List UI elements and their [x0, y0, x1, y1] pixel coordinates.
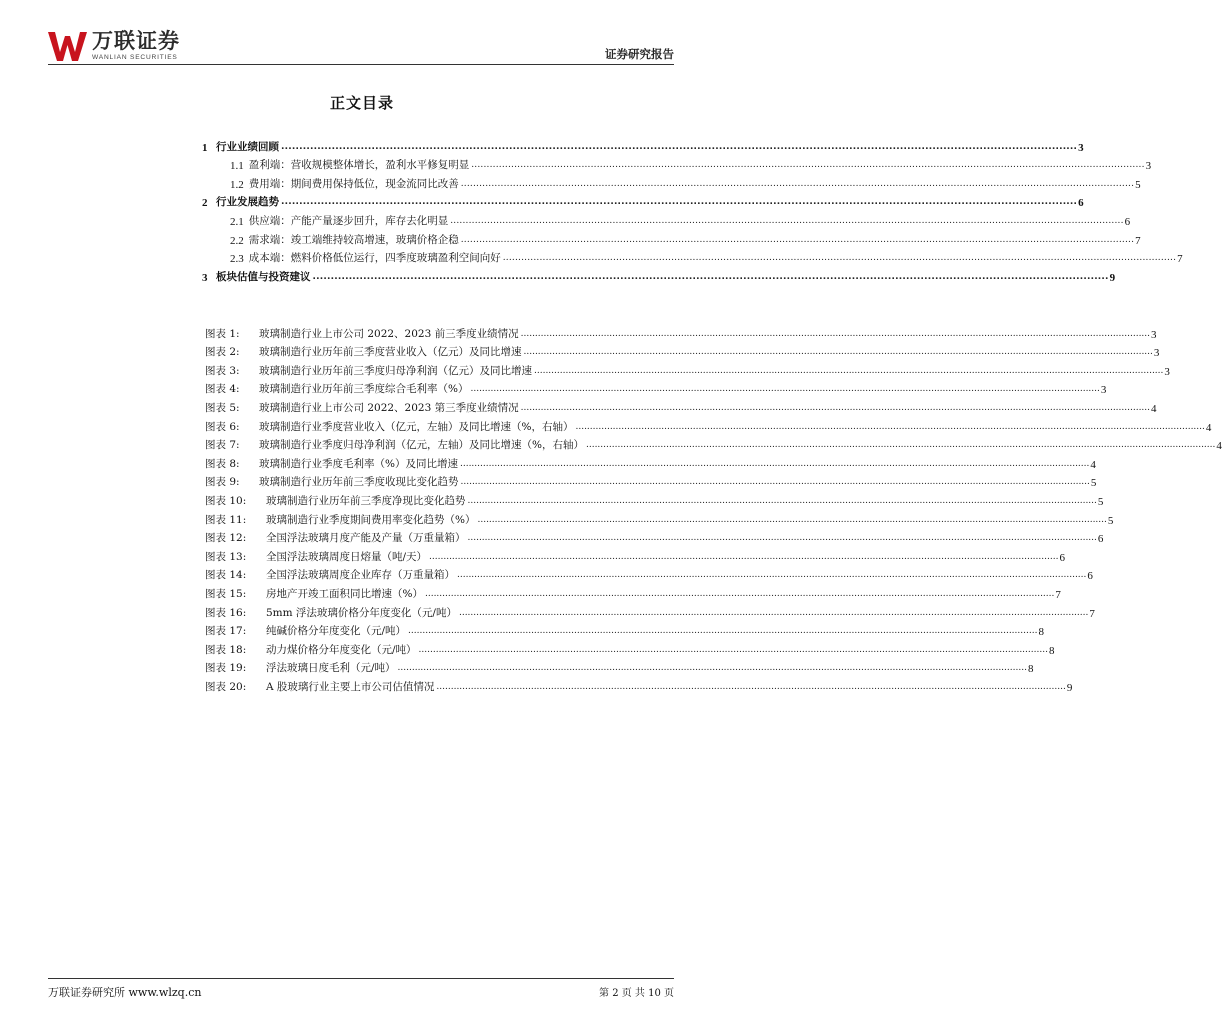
wanlian-logo-icon: [48, 30, 88, 62]
toc-leader-dots: ............................................................................................................................................................................................................................: [471, 160, 1145, 171]
toc-entry-number: 3: [202, 271, 208, 284]
figure-entry[interactable]: [205, 341, 1160, 360]
figure-entry-page: 3: [1153, 347, 1160, 360]
toc-entry[interactable]: [202, 135, 1084, 154]
figure-entry[interactable]: [205, 471, 1097, 490]
figure-entry-page: 4: [1216, 440, 1222, 453]
figure-entry[interactable]: [205, 675, 1073, 694]
figure-entry-page: 7: [1055, 588, 1061, 601]
page-title: 正文目录: [329, 94, 394, 112]
figure-entry-page: 6: [1059, 551, 1065, 564]
figure-entry[interactable]: [205, 582, 1061, 601]
report-type-label: 证券研究报告: [605, 47, 674, 61]
figure-entry-label: 图表 11:: [205, 513, 247, 526]
figure-entry[interactable]: [205, 638, 1055, 657]
figure-entry-label: 图表 2:: [205, 346, 240, 359]
figure-leader-dots: ............................................................................................................................................................................................................................: [467, 495, 1097, 506]
toc-leader-dots: ............................................................................................................................................................................................................................: [450, 215, 1124, 226]
toc-entry-page: 7: [1177, 253, 1183, 266]
toc-leader-dots: ............................................................................................................................................................................................................................: [281, 197, 1078, 208]
figure-entry-page: 3: [1100, 384, 1107, 397]
figure-leader-dots: ............................................................................................................................................................................................................................: [520, 402, 1151, 413]
figure-entry[interactable]: [205, 322, 1157, 341]
figure-entry-page: 5: [1097, 495, 1104, 508]
figure-entry[interactable]: [205, 378, 1107, 397]
figure-entry-title: 玻璃制造行业季度毛利率（%）及同比增速: [259, 457, 458, 470]
figure-entry-label: 图表 19:: [205, 662, 247, 675]
figure-entry-page: 8: [1027, 663, 1034, 676]
figure-entry-label: 图表 16:: [205, 606, 247, 619]
figure-list: [205, 322, 1222, 694]
figure-entry[interactable]: [205, 396, 1157, 415]
figure-entry-label: 图表 3:: [205, 364, 240, 377]
figure-entry-page: 6: [1097, 533, 1104, 546]
figure-entry-title: 全国浮法玻璃月度产能及产量（万重量箱）: [266, 532, 466, 545]
figure-entry-title: 动力煤价格分年度变化（元/吨）: [266, 643, 417, 656]
figure-entry[interactable]: [205, 452, 1096, 471]
figure-entry-page: 4: [1090, 458, 1096, 471]
toc-entry-number: 1.1: [230, 160, 244, 173]
toc-entry[interactable]: [202, 172, 1141, 191]
toc-leader-dots: ............................................................................................................................................................................................................................: [460, 234, 1135, 245]
figure-entry-page: 9: [1066, 681, 1073, 694]
figure-entry[interactable]: [205, 620, 1044, 639]
figure-entry-page: 6: [1087, 570, 1093, 583]
logo-chinese-name: 万联证券: [92, 29, 180, 53]
toc-entry[interactable]: [202, 209, 1131, 228]
toc-entry-title: 费用端：期间费用保持低位，现金流同比改善: [248, 177, 459, 190]
figure-entry-title: 玻璃制造行业历年前三季度综合毛利率（%）: [259, 383, 469, 396]
figure-leader-dots: ............................................................................................................................................................................................................................: [534, 365, 1164, 376]
toc-leader-dots: ............................................................................................................................................................................................................................: [312, 271, 1109, 282]
figure-entry-label: 图表 20:: [205, 680, 247, 693]
figure-entry[interactable]: [205, 527, 1104, 546]
table-of-contents: [202, 135, 1183, 284]
toc-leader-dots: ............................................................................................................................................................................................................................: [460, 178, 1135, 189]
figure-leader-dots: ............................................................................................................................................................................................................................: [458, 607, 1089, 618]
figure-leader-dots: ............................................................................................................................................................................................................................: [424, 588, 1055, 599]
figure-entry-page: 8: [1038, 626, 1044, 639]
figure-entry-title: 玻璃制造行业历年前三季度收现比变化趋势: [259, 476, 459, 489]
figure-entry-title: 玻璃制造行业历年前三季度归母净利润（亿元）及同比增速: [259, 364, 532, 377]
footer-page-number: 第 2 页 共 10 页: [599, 988, 674, 999]
figure-entry-title: 玻璃制造行业季度期间费用率变化趋势（%）: [266, 513, 476, 526]
figure-entry-title: 玻璃制造行业历年前三季度净现比变化趋势: [266, 494, 466, 507]
figure-entry-page: 4: [1205, 421, 1212, 434]
figure-entry[interactable]: [205, 657, 1034, 676]
footer-divider: [48, 978, 674, 979]
figure-entry[interactable]: [205, 489, 1104, 508]
figure-entry-title: 玻璃制造行业季度营业收入（亿元，左轴）及同比增速（%，右轴）: [259, 420, 574, 433]
figure-entry-page: 3: [1151, 328, 1157, 341]
toc-entry-page: 7: [1135, 234, 1141, 247]
toc-entry-number: 1.2: [230, 178, 244, 191]
figure-entry-label: 图表 1:: [205, 327, 240, 340]
figure-leader-dots: ............................................................................................................................................................................................................................: [460, 477, 1090, 488]
figure-entry-title: 玻璃制造行业历年前三季度营业收入（亿元）及同比增速: [259, 346, 522, 359]
toc-entry[interactable]: [202, 228, 1141, 247]
figure-entry-label: 图表 18:: [205, 643, 247, 656]
figure-entry-page: 7: [1089, 607, 1095, 620]
figure-entry-title: 纯碱价格分年度变化（元/吨）: [266, 625, 407, 638]
figure-entry-label: 图表 4:: [205, 383, 240, 396]
header-divider: [48, 64, 674, 65]
figure-leader-dots: ............................................................................................................................................................................................................................: [436, 681, 1066, 692]
toc-entry-title: 行业业绩回顾: [216, 140, 279, 153]
toc-entry-title: 需求端：竣工端维持较高增速，玻璃价格企稳: [248, 233, 459, 246]
figure-entry-title: 玻璃制造行业季度归母净利润（亿元，左轴）及同比增速（%，右轴）: [259, 439, 584, 452]
toc-entry-title: 盈利端：营收规模整体增长，盈利水平修复明显: [248, 159, 470, 172]
figure-entry-label: 图表 9:: [205, 476, 240, 489]
toc-entry-page: 5: [1135, 178, 1141, 191]
company-logo: [48, 30, 180, 64]
figure-entry-page: 8: [1048, 644, 1055, 657]
toc-entry-title: 供应端：产能产量逐步回升，库存去化明显: [248, 214, 449, 227]
toc-leader-dots: ............................................................................................................................................................................................................................: [281, 141, 1078, 152]
figure-entry-label: 图表 14:: [205, 569, 247, 582]
figure-entry[interactable]: [205, 508, 1114, 527]
toc-entry[interactable]: [202, 154, 1152, 173]
figure-entry[interactable]: [205, 434, 1222, 453]
toc-entry-page: 3: [1145, 160, 1152, 173]
figure-entry-label: 图表 5:: [205, 401, 240, 414]
toc-entry[interactable]: [202, 191, 1084, 210]
toc-entry-title: 成本端：燃料价格低位运行，四季度玻璃盈利空间向好: [248, 252, 501, 265]
figure-entry-label: 图表 10:: [205, 494, 247, 507]
figure-entry-title: 玻璃制造行业上市公司 2022、2023 第三季度业绩情况: [259, 401, 519, 414]
figure-entry[interactable]: [205, 601, 1095, 620]
toc-entry-page: 9: [1109, 271, 1116, 284]
toc-entry-page: 3: [1078, 141, 1084, 154]
figure-entry-label: 图表 13:: [205, 550, 247, 563]
figure-entry-label: 图表 17:: [205, 625, 247, 638]
figure-leader-dots: ............................................................................................................................................................................................................................: [457, 570, 1087, 581]
figure-entry-page: 4: [1151, 402, 1157, 415]
toc-entry-number: 2.2: [230, 234, 244, 247]
figure-leader-dots: ............................................................................................................................................................................................................................: [459, 458, 1090, 469]
toc-entry-title: 行业发展趋势: [216, 196, 279, 209]
figure-entry-title: 全国浮法玻璃周度企业库存（万重量箱）: [266, 569, 455, 582]
figure-leader-dots: ............................................................................................................................................................................................................................: [408, 626, 1038, 637]
toc-entry-number: 2: [202, 197, 208, 210]
figure-entry-page: 3: [1164, 365, 1170, 378]
figure-entry[interactable]: [205, 545, 1065, 564]
figure-leader-dots: ............................................................................................................................................................................................................................: [520, 328, 1151, 339]
figure-leader-dots: ............................................................................................................................................................................................................................: [418, 644, 1048, 655]
figure-leader-dots: ............................................................................................................................................................................................................................: [585, 440, 1216, 451]
figure-entry-label: 图表 8:: [205, 457, 240, 470]
figure-leader-dots: ............................................................................................................................................................................................................................: [470, 384, 1100, 395]
figure-entry-title: 玻璃制造行业上市公司 2022、2023 前三季度业绩情况: [259, 327, 519, 340]
figure-leader-dots: ............................................................................................................................................................................................................................: [467, 533, 1097, 544]
toc-entry[interactable]: [202, 247, 1183, 266]
toc-entry-number: 2.3: [230, 253, 244, 266]
figure-leader-dots: ............................................................................................................................................................................................................................: [477, 514, 1107, 525]
figure-entry-label: 图表 12:: [205, 532, 247, 545]
figure-entry[interactable]: [205, 564, 1093, 583]
figure-leader-dots: ............................................................................................................................................................................................................................: [397, 663, 1027, 674]
toc-entry-page: 6: [1124, 215, 1131, 228]
toc-entry-title: 板块估值与投资建议: [216, 270, 311, 283]
figure-entry-page: 5: [1107, 514, 1114, 527]
figure-entry-label: 图表 15:: [205, 587, 247, 600]
figure-entry-title: 5mm 浮法玻璃价格分年度变化（元/吨）: [266, 606, 457, 619]
figure-entry-title: A 股玻璃行业主要上市公司估值情况: [266, 680, 435, 693]
toc-entry-page: 6: [1078, 197, 1084, 210]
figure-entry-title: 房地产开竣工面积同比增速（%）: [266, 587, 423, 600]
figure-entry[interactable]: [205, 359, 1170, 378]
figure-entry-label: 图表 6:: [205, 420, 240, 433]
page-header: [48, 30, 674, 66]
figure-entry[interactable]: [205, 415, 1212, 434]
figure-leader-dots: ............................................................................................................................................................................................................................: [523, 347, 1153, 358]
figure-entry-title: 全国浮法玻璃周度日熔量（吨/天）: [266, 550, 428, 563]
toc-entry[interactable]: [202, 265, 1116, 284]
figure-entry-label: 图表 7:: [205, 439, 240, 452]
toc-leader-dots: ............................................................................................................................................................................................................................: [502, 253, 1177, 264]
toc-entry-number: 2.1: [230, 215, 244, 228]
figure-leader-dots: ............................................................................................................................................................................................................................: [429, 551, 1059, 562]
figure-entry-page: 5: [1090, 477, 1097, 490]
footer-publisher: 万联证券研究所 www.wlzq.cn: [48, 986, 202, 999]
figure-leader-dots: ............................................................................................................................................................................................................................: [575, 421, 1205, 432]
logo-english-name: WANLIAN SECURITIES: [92, 54, 178, 61]
toc-entry-number: 1: [202, 141, 208, 154]
figure-entry-title: 浮法玻璃日度毛利（元/吨）: [266, 662, 396, 675]
